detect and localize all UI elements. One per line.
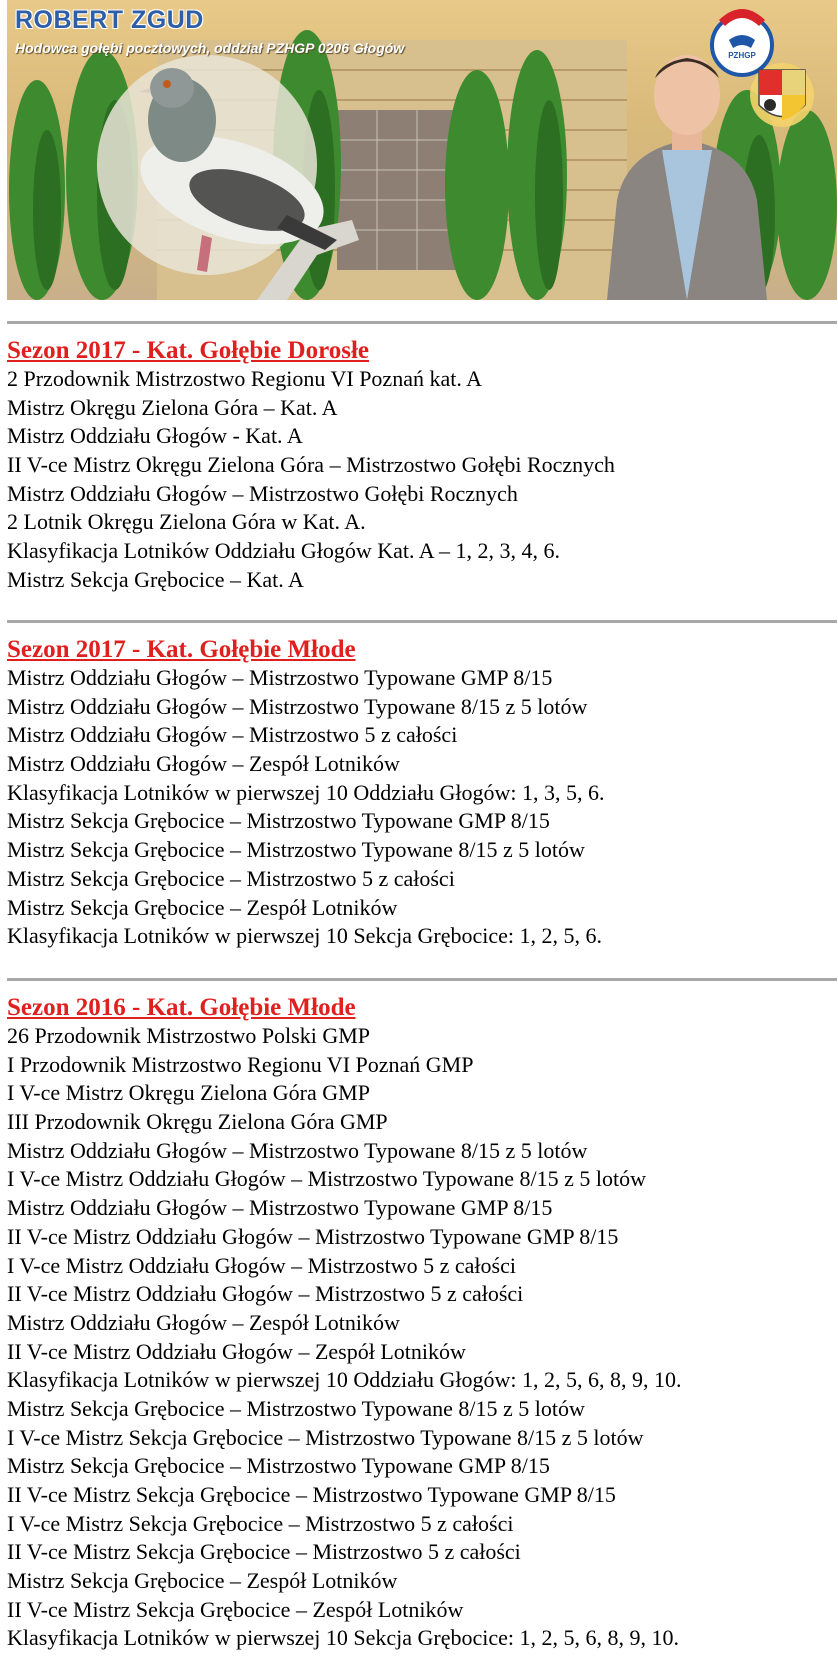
achievement-line: I V-ce Mistrz Okręgu Zielona Góra GMP xyxy=(7,1080,370,1106)
coat-of-arms xyxy=(750,63,814,127)
achievement-line: Mistrz Oddziału Głogów – Mistrzostwo Typowane GMP 8/15 xyxy=(7,1195,553,1221)
achievement-line: Mistrz Oddziału Głogów – Zespół Lotników xyxy=(7,751,400,777)
banner-subtitle: Hodowca gołębi pocztowych, oddział PZHGP 0206 Głogów xyxy=(15,40,405,56)
season-2016-young-section xyxy=(7,993,832,1653)
achievement-line: Mistrz Oddziału Głogów – Mistrzostwo Typowane GMP 8/15 xyxy=(7,665,553,690)
emblem-text: PZHGP xyxy=(728,51,756,60)
season-2017-young-section xyxy=(7,635,832,951)
achievement-line: Klasyfikacja Lotników w pierwszej 10 Sekcja Grębocice: 1, 2, 5, 6. xyxy=(7,923,603,949)
achievement-line: Klasyfikacja Lotników w pierwszej 10 Sekcja Grębocice: 1, 2, 5, 6, 8, 9, 10. xyxy=(7,1625,680,1651)
achievement-line: II V-ce Mistrz Oddziału Głogów – Mistrzostwo Typowane GMP 8/15 xyxy=(7,1223,619,1249)
section-divider xyxy=(7,620,837,623)
achievement-line: Mistrz Sekcja Grębocice – Kat. A xyxy=(7,566,304,592)
achievement-line: 2 Lotnik Okręgu Zielona Góra w Kat. A. xyxy=(7,509,366,535)
header-banner xyxy=(7,0,837,300)
section-divider xyxy=(7,321,837,324)
achievement-line: I V-ce Mistrz Sekcja Grębocice – Mistrzostwo 5 z całości xyxy=(7,1510,514,1536)
achievement-line: Mistrz Sekcja Grębocice – Mistrzostwo 5 z całości xyxy=(7,865,455,891)
achievement-line: Mistrz Oddziału Głogów – Mistrzostwo 5 z całości xyxy=(7,722,458,748)
achievement-line: Mistrz Oddziału Głogów – Zespół Lotników xyxy=(7,1309,400,1335)
achievement-line: III Przodownik Okręgu Zielona Góra GMP xyxy=(7,1109,388,1135)
pzhgp-emblem xyxy=(712,9,772,75)
achievement-line: I V-ce Mistrz Oddziału Głogów – Mistrzostwo 5 z całości xyxy=(7,1252,516,1278)
achievement-line: 2 Przodownik Mistrzostwo Regionu VI Poznań kat. A xyxy=(7,366,483,391)
achievement-line: Mistrz Sekcja Grębocice – Zespół Lotników xyxy=(7,1568,398,1594)
achievement-line: I V-ce Mistrz Sekcja Grębocice – Mistrzostwo Typowane 8/15 z 5 lotów xyxy=(7,1424,644,1450)
achievement-line: Mistrz Oddziału Głogów – Mistrzostwo Gołębi Rocznych xyxy=(7,480,518,506)
section-heading: Sezon 2016 - Kat. Gołębie Młode xyxy=(7,994,356,1021)
achievement-line: II V-ce Mistrz Oddziału Głogów – Zespół Lotników xyxy=(7,1338,466,1364)
achievement-line: Mistrz Oddziału Głogów – Mistrzostwo Typowane 8/15 z 5 lotów xyxy=(7,1137,588,1163)
banner-title: ROBERT ZGUD xyxy=(15,6,204,34)
achievement-line: Klasyfikacja Lotników w pierwszej 10 Oddziału Głogów: 1, 2, 5, 6, 8, 9, 10. xyxy=(7,1367,682,1393)
achievement-line: Mistrz Sekcja Grębocice – Mistrzostwo Typowane 8/15 z 5 lotów xyxy=(7,1395,585,1421)
achievement-line: Klasyfikacja Lotników w pierwszej 10 Oddziału Głogów: 1, 3, 5, 6. xyxy=(7,779,605,805)
achievement-line: Mistrz Sekcja Grębocice – Zespół Lotników xyxy=(7,894,398,920)
achievement-line: 26 Przodownik Mistrzostwo Polski GMP xyxy=(7,1023,371,1048)
achievement-line: II V-ce Mistrz Okręgu Zielona Góra – Mistrzostwo Gołębi Rocznych xyxy=(7,452,615,478)
achievement-line: Mistrz Sekcja Grębocice – Mistrzostwo Typowane 8/15 z 5 lotów xyxy=(7,837,585,863)
achievement-line: I V-ce Mistrz Oddziału Głogów – Mistrzostwo Typowane 8/15 z 5 lotów xyxy=(7,1166,647,1192)
achievement-line: II V-ce Mistrz Sekcja Grębocice – Mistrzostwo 5 z całości xyxy=(7,1539,521,1565)
achievement-line: II V-ce Mistrz Sekcja Grębocice – Mistrzostwo Typowane GMP 8/15 xyxy=(7,1482,616,1507)
achievement-line: II V-ce Mistrz Oddziału Głogów – Mistrzostwo 5 z całości xyxy=(7,1281,524,1307)
achievement-line: Mistrz Okręgu Zielona Góra – Kat. A xyxy=(7,394,338,420)
achievement-line: II V-ce Mistrz Sekcja Grębocice – Zespół Lotników xyxy=(7,1596,464,1622)
section-divider xyxy=(7,978,837,981)
achievement-line: I Przodownik Mistrzostwo Regionu VI Poznań GMP xyxy=(7,1051,474,1077)
achievement-line: Mistrz Sekcja Grębocice – Mistrzostwo Typowane GMP 8/15 xyxy=(7,808,550,834)
achievement-line: Mistrz Sekcja Grębocice – Mistrzostwo Typowane GMP 8/15 xyxy=(7,1453,550,1479)
season-2017-adult-section xyxy=(7,336,832,595)
section-heading: Sezon 2017 - Kat. Gołębie Dorosłe xyxy=(7,337,369,364)
achievement-line: Klasyfikacja Lotników Oddziału Głogów Kat. A – 1, 2, 3, 4, 6. xyxy=(7,538,560,564)
achievement-line: Mistrz Oddziału Głogów – Mistrzostwo Typowane 8/15 z 5 lotów xyxy=(7,693,588,719)
achievement-line: Mistrz Oddziału Głogów - Kat. A xyxy=(7,423,303,449)
section-heading: Sezon 2017 - Kat. Gołębie Młode xyxy=(7,636,356,663)
